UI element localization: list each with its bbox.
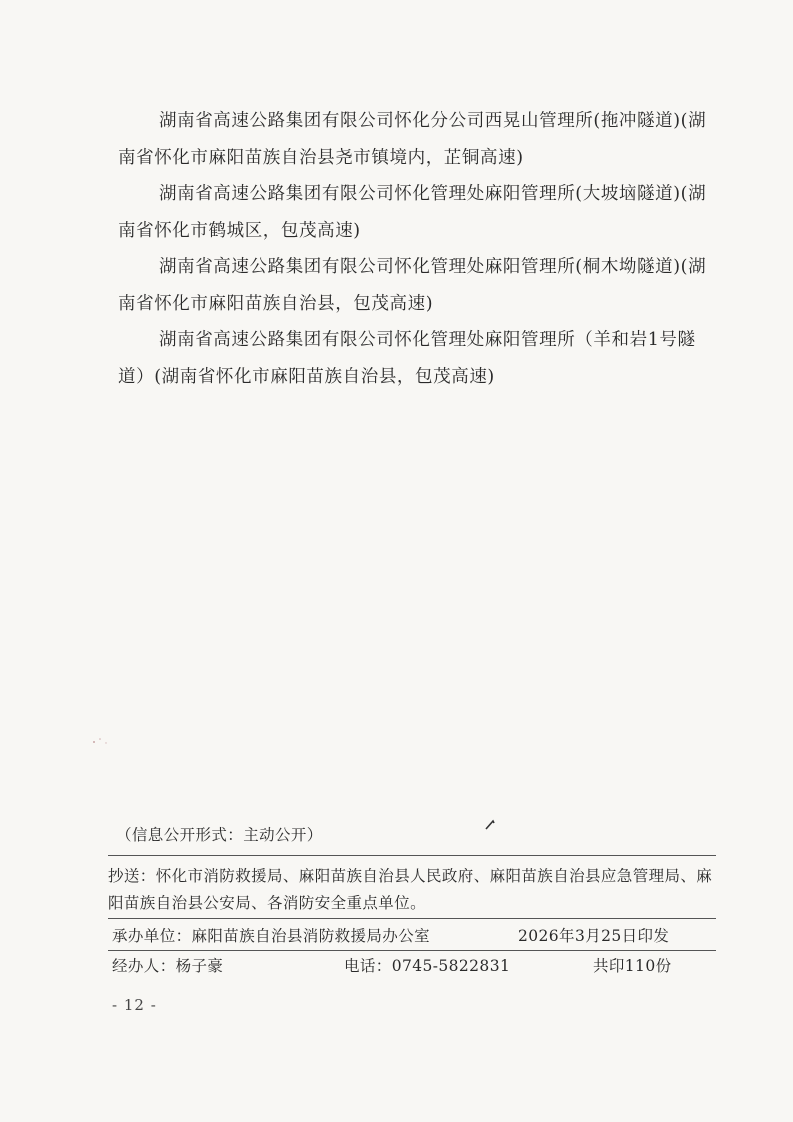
issuer-unit: 承办单位：麻阳苗族自治县消防救援局办公室 <box>112 927 431 945</box>
footer-divider <box>108 950 716 951</box>
document-body <box>118 103 714 395</box>
issuer-row <box>108 924 716 948</box>
disclosure-note: （信息公开形式：主动公开） <box>116 826 323 844</box>
cc-list: 抄送：怀化市消防救援局、麻阳苗族自治县人民政府、麻阳苗族自治县应急管理局、麻阳苗族自治县公安局、各消防安全重点单位。 <box>108 867 713 912</box>
footer-divider <box>108 855 716 856</box>
issue-date: 2026年3月25日印发 <box>518 927 670 945</box>
paragraph-yangheyan-tunnel: 湖南省高速公路集团有限公司怀化管理处麻阳管理所（羊和岩1号隧道）(湖南省怀化市麻阳苗族自治县，包茂高速) <box>118 330 696 387</box>
paragraph-tongmuao-tunnel: 湖南省高速公路集团有限公司怀化管理处麻阳管理所(桐木坳隧道)(湖南省怀化市麻阳苗族自治县，包茂高速) <box>118 257 707 314</box>
footer-divider <box>108 918 716 919</box>
paragraph-daponao-tunnel: 湖南省高速公路集团有限公司怀化管理处麻阳管理所(大坡垴隧道)(湖南省怀化市鹤城区，包茂高速) <box>118 184 707 241</box>
contact-phone: 电话：0745-5822831 <box>344 957 511 975</box>
print-copies: 共印110份 <box>593 957 672 975</box>
paragraph-tuochong-tunnel: 湖南省高速公路集团有限公司怀化分公司西晃山管理所(拖冲隧道)(湖南省怀化市麻阳苗族自治县尧市镇境内，芷铜高速) <box>118 111 707 168</box>
page-number: - 12 - <box>112 996 157 1014</box>
handler-row <box>108 954 716 978</box>
scan-speckle-icon <box>88 730 128 750</box>
handler-name: 经办人：杨子豪 <box>112 957 224 975</box>
pen-mark-icon <box>484 818 496 832</box>
